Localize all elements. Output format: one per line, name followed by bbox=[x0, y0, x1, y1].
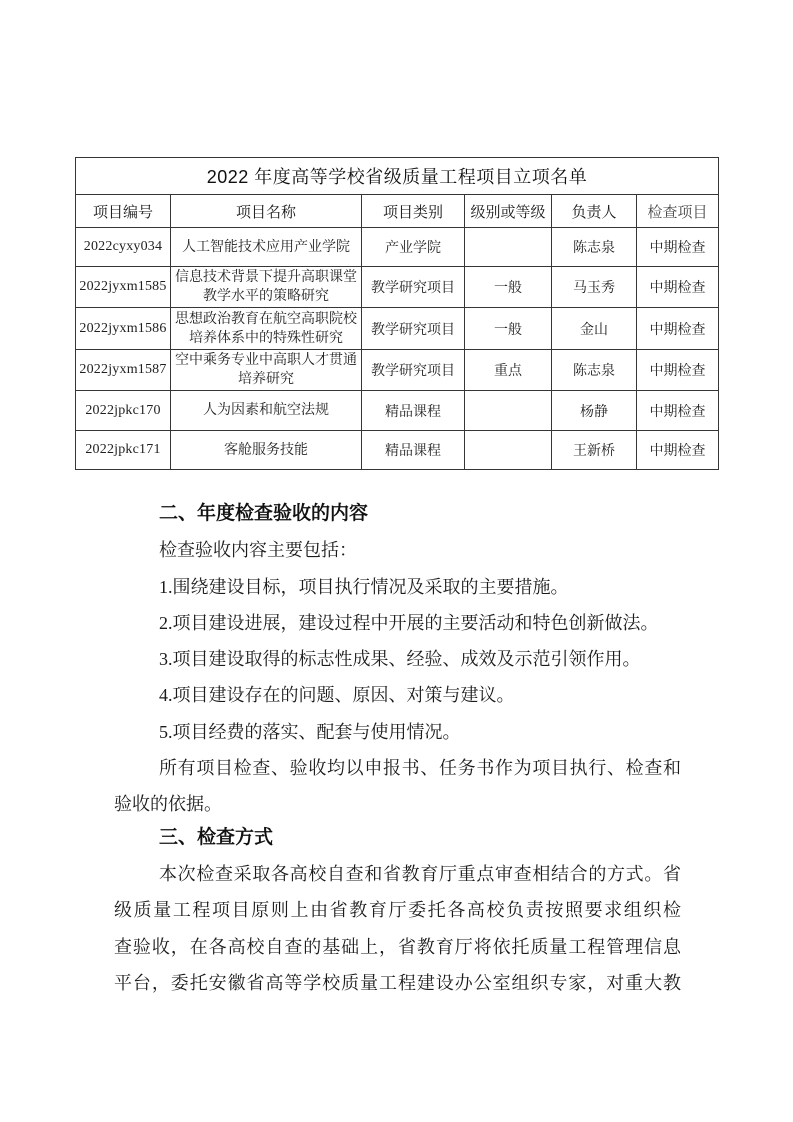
cell-project-id: 2022jpkc171 bbox=[76, 431, 171, 470]
cell-leader: 王新桥 bbox=[552, 431, 637, 470]
cell-leader: 杨静 bbox=[552, 391, 637, 431]
cell-inspection-item: 中期检查 bbox=[637, 350, 719, 391]
cell-project-name: 人工智能技术应用产业学院 bbox=[171, 228, 362, 267]
document-body bbox=[114, 496, 681, 1001]
cell-level-grade bbox=[465, 431, 552, 470]
cell-project-category: 精品课程 bbox=[362, 391, 465, 431]
table-title-row bbox=[76, 158, 719, 195]
header-cell-level-grade: 级别或等级 bbox=[465, 195, 552, 228]
cell-inspection-item: 中期检查 bbox=[637, 431, 719, 470]
cell-project-id: 2022jyxm1586 bbox=[76, 308, 171, 350]
cell-project-id: 2022jyxm1587 bbox=[76, 350, 171, 391]
table-row bbox=[76, 228, 719, 267]
cell-project-name: 人为因素和航空法规 bbox=[171, 391, 362, 431]
list-item-5: 5.项目经费的落实、配套与使用情况。 bbox=[159, 721, 461, 742]
section-3-para-line-1: 本次检查采取各高校自查和省教育厅重点审查相结合的方式。省 bbox=[159, 863, 681, 884]
table-row bbox=[76, 391, 719, 431]
cell-project-category: 教学研究项目 bbox=[362, 308, 465, 350]
cell-inspection-item: 中期检查 bbox=[637, 267, 719, 308]
list-item-4: 4.项目建设存在的问题、原因、对策与建议。 bbox=[159, 685, 515, 706]
table-row bbox=[76, 267, 719, 308]
section-2-intro: 检查验收内容主要包括： bbox=[159, 540, 357, 561]
cell-leader: 金山 bbox=[552, 308, 637, 350]
cell-leader: 陈志泉 bbox=[552, 350, 637, 391]
section-2-heading: 二、年度检查验收的内容 bbox=[159, 503, 369, 524]
header-cell-project-category: 项目类别 bbox=[362, 195, 465, 228]
cell-project-name: 信息技术背景下提升高职课堂教学水平的策略研究 bbox=[171, 267, 362, 308]
cell-project-category: 精品课程 bbox=[362, 431, 465, 470]
cell-project-name: 客舱服务技能 bbox=[171, 431, 362, 470]
cell-inspection-item: 中期检查 bbox=[637, 228, 719, 267]
cell-level-grade: 一般 bbox=[465, 267, 552, 308]
header-cell-inspection-item: 检查项目 bbox=[637, 195, 719, 228]
cell-level-grade: 重点 bbox=[465, 350, 552, 391]
cell-level-grade: 一般 bbox=[465, 308, 552, 350]
cell-project-name: 思想政治教育在航空高职院校培养体系中的特殊性研究 bbox=[171, 308, 362, 350]
table-row bbox=[76, 431, 719, 470]
cell-level-grade bbox=[465, 228, 552, 267]
header-cell-project-id: 项目编号 bbox=[76, 195, 171, 228]
section-3-heading: 三、检查方式 bbox=[159, 826, 274, 848]
cell-inspection-item: 中期检查 bbox=[637, 391, 719, 431]
cell-project-name: 空中乘务专业中高职人才贯通培养研究 bbox=[171, 350, 362, 391]
cell-project-id: 2022cyxy034 bbox=[76, 228, 171, 267]
cell-project-category: 教学研究项目 bbox=[362, 267, 465, 308]
project-table bbox=[75, 157, 719, 470]
cell-inspection-item: 中期检查 bbox=[637, 308, 719, 350]
table-row bbox=[76, 308, 719, 350]
section-3-para-line-4: 平台，委托安徽省高等学校质量工程建设办公室组织专家，对重大教 bbox=[114, 972, 681, 993]
cell-project-id: 2022jyxm1585 bbox=[76, 267, 171, 308]
section-3-para-line-2: 级质量工程项目原则上由省教育厅委托各高校负责按照要求组织检 bbox=[114, 900, 681, 921]
cell-leader: 陈志泉 bbox=[552, 228, 637, 267]
cell-project-id: 2022jpkc170 bbox=[76, 391, 171, 431]
table-title: 2022 年度高等学校省级质量工程项目立项名单 bbox=[76, 158, 719, 195]
cell-project-category: 教学研究项目 bbox=[362, 350, 465, 391]
section-3-para-line-3: 查验收，在各高校自查的基础上，省教育厅将依托质量工程管理信息 bbox=[114, 936, 681, 957]
section-2-closing-line-1: 所有项目检查、验收均以申报书、任务书作为项目执行、检查和 bbox=[159, 758, 681, 779]
header-cell-project-name: 项目名称 bbox=[171, 195, 362, 228]
list-item-2: 2.项目建设进展，建设过程中开展的主要活动和特色创新做法。 bbox=[159, 612, 659, 633]
table-row bbox=[76, 350, 719, 391]
header-cell-leader: 负责人 bbox=[552, 195, 637, 228]
cell-project-category: 产业学院 bbox=[362, 228, 465, 267]
section-2-closing-line-2: 验收的依据。 bbox=[114, 794, 222, 815]
list-item-1: 1.围绕建设目标，项目执行情况及采取的主要措施。 bbox=[159, 576, 569, 597]
cell-level-grade bbox=[465, 391, 552, 431]
cell-leader: 马玉秀 bbox=[552, 267, 637, 308]
table-header-row bbox=[76, 195, 719, 228]
list-item-3: 3.项目建设取得的标志性成果、经验、成效及示范引领作用。 bbox=[159, 649, 641, 670]
